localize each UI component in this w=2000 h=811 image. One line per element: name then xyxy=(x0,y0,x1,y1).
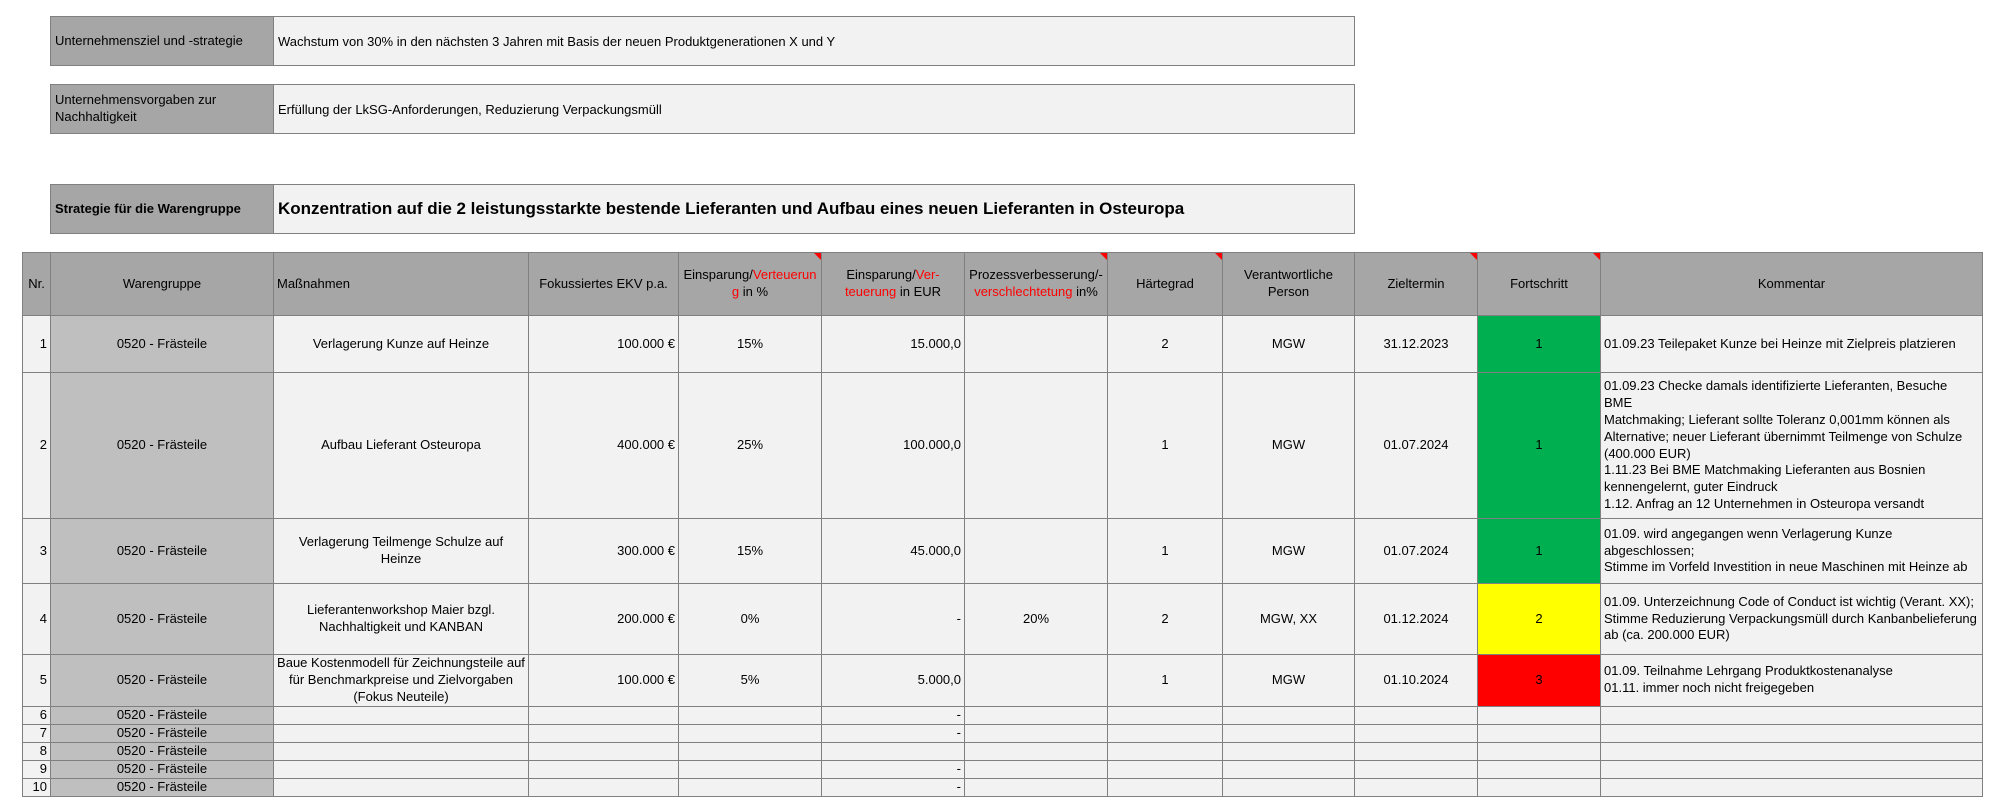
cell-kommentar[interactable] xyxy=(1601,760,1983,778)
table-row xyxy=(23,760,1983,778)
cell-verantwortlich[interactable] xyxy=(1223,706,1355,724)
comment-line: 01.09.23 Teilepaket Kunze bei Heinze mit Zielpreis platzieren xyxy=(1604,335,1956,351)
cell-fortschritt[interactable] xyxy=(1478,706,1601,724)
cell-warengruppe[interactable]: 0520 - Frästeile xyxy=(51,742,274,760)
cell-nr[interactable]: 3 xyxy=(23,519,51,584)
cell-massnahme[interactable] xyxy=(274,742,529,760)
cell-zieltermin[interactable]: 01.10.2024 xyxy=(1355,655,1478,707)
cell-nr[interactable]: 1 xyxy=(23,316,51,373)
cell-warengruppe[interactable]: 0520 - Frästeile xyxy=(51,655,274,707)
cell-einsparung-pct[interactable] xyxy=(679,760,822,778)
cell-massnahme[interactable] xyxy=(274,724,529,742)
header-fortschritt-text: Fortschritt xyxy=(1510,275,1568,291)
comment-line: 01.09. Teilnahme Lehrgang Produktkostenanalyse xyxy=(1604,663,1893,679)
table-row xyxy=(23,316,1983,373)
cell-einsparung-pct[interactable]: 0% xyxy=(679,584,822,655)
cell-haertegrad[interactable] xyxy=(1108,724,1223,742)
cell-haertegrad[interactable] xyxy=(1108,742,1223,760)
cell-nr[interactable]: 10 xyxy=(23,778,51,796)
cell-haertegrad[interactable] xyxy=(1108,778,1223,796)
cell-einsparung-eur[interactable]: 15.000,0 xyxy=(822,316,965,373)
sustainability-box xyxy=(50,84,1355,134)
cell-einsparung-eur[interactable]: - xyxy=(822,760,965,778)
strategy-value[interactable]: Konzentration auf die 2 leistungsstarkte bestende Lieferanten und Aufbau eines neuen Lieferanten in Osteuropa xyxy=(274,185,1354,233)
cell-ekv[interactable]: 300.000 € xyxy=(529,519,679,584)
comment-line: 1.12. Anfrag an 12 Unternehmen in Osteuropa versandt xyxy=(1604,496,1925,512)
comment-line: 01.09.23 Checke damals identifizierte Lieferanten, Besuche BME xyxy=(1604,377,1948,410)
cell-verantwortlich[interactable]: MGW xyxy=(1223,316,1355,373)
cell-verantwortlich[interactable] xyxy=(1223,760,1355,778)
header-prozess xyxy=(965,253,1108,316)
header-einsparung-pct-c: g xyxy=(731,284,740,299)
header-einsparung-pct xyxy=(679,253,822,316)
cell-prozess[interactable] xyxy=(965,706,1108,724)
comment-marker-icon[interactable] xyxy=(1100,253,1107,260)
table-row xyxy=(23,706,1983,724)
cell-verantwortlich[interactable]: MGW, XX xyxy=(1223,584,1355,655)
cell-verantwortlich[interactable]: MGW xyxy=(1223,655,1355,707)
header-einsparung-eur xyxy=(822,253,965,316)
cell-einsparung-eur[interactable]: - xyxy=(822,778,965,796)
cell-nr[interactable]: 5 xyxy=(23,655,51,707)
cell-massnahme[interactable] xyxy=(274,778,529,796)
header-verantwortlich: Verantwortliche Person xyxy=(1223,253,1355,316)
cell-einsparung-eur[interactable] xyxy=(822,742,965,760)
cell-ekv[interactable]: 200.000 € xyxy=(529,584,679,655)
header-kommentar: Kommentar xyxy=(1601,253,1983,316)
cell-einsparung-pct[interactable] xyxy=(679,778,822,796)
header-nr: Nr. xyxy=(23,253,51,316)
cell-kommentar[interactable] xyxy=(1601,778,1983,796)
cell-fortschritt[interactable]: 2 xyxy=(1478,584,1601,655)
cell-massnahme[interactable]: Aufbau Lieferant Osteuropa xyxy=(274,373,529,519)
table-row xyxy=(23,778,1983,796)
cell-zieltermin[interactable] xyxy=(1355,778,1478,796)
cell-fortschritt[interactable]: 3 xyxy=(1478,655,1601,707)
strategy-box xyxy=(50,184,1355,234)
header-einsparung-eur-d: in EUR xyxy=(896,284,942,299)
comment-line: Stimme im Vorfeld Investition in neue Maschinen mit Heinze ab xyxy=(1604,559,1968,575)
corporate-goal-box xyxy=(50,16,1355,66)
table-row xyxy=(23,373,1983,519)
cell-einsparung-eur[interactable]: - xyxy=(822,706,965,724)
cell-ekv[interactable] xyxy=(529,742,679,760)
cell-verantwortlich[interactable] xyxy=(1223,778,1355,796)
header-zieltermin xyxy=(1355,253,1478,316)
cell-prozess[interactable] xyxy=(965,778,1108,796)
cell-warengruppe[interactable]: 0520 - Frästeile xyxy=(51,584,274,655)
header-einsparung-pct-b: Verteuerun xyxy=(752,267,817,283)
cell-haertegrad[interactable]: 1 xyxy=(1108,519,1223,584)
table-header-row xyxy=(23,253,1983,316)
cell-fortschritt[interactable]: 1 xyxy=(1478,316,1601,373)
cell-einsparung-pct[interactable]: 15% xyxy=(679,519,822,584)
header-zieltermin-text: Zieltermin xyxy=(1387,275,1445,291)
header-einsparung-eur-c: teuerung xyxy=(844,284,897,299)
comment-line: Matchmaking; Lieferant sollte Toleranz 0,001mm können als xyxy=(1604,411,1950,427)
cell-warengruppe[interactable]: 0520 - Frästeile xyxy=(51,706,274,724)
table-row xyxy=(23,742,1983,760)
cell-nr[interactable]: 8 xyxy=(23,742,51,760)
cell-einsparung-eur[interactable]: 100.000,0 xyxy=(822,373,965,519)
cell-haertegrad[interactable]: 2 xyxy=(1108,316,1223,373)
table-row xyxy=(23,584,1983,655)
cell-prozess[interactable] xyxy=(965,316,1108,373)
cell-zieltermin[interactable]: 31.12.2023 xyxy=(1355,316,1478,373)
cell-zieltermin[interactable]: 01.12.2024 xyxy=(1355,584,1478,655)
cell-zieltermin[interactable]: 01.07.2024 xyxy=(1355,519,1478,584)
comment-line: 01.09. Unterzeichnung Code of Conduct ist wichtig (Verant. XX); xyxy=(1604,593,1974,609)
table-row xyxy=(23,724,1983,742)
cell-zieltermin[interactable]: 01.07.2024 xyxy=(1355,373,1478,519)
header-warengruppe: Warengruppe xyxy=(51,253,274,316)
cell-kommentar[interactable] xyxy=(1601,316,1983,373)
cell-warengruppe[interactable]: 0520 - Frästeile xyxy=(51,724,274,742)
comment-line: 01.09. wird angegangen wenn Verlagerung Kunze abgeschlossen; xyxy=(1604,525,1893,558)
cell-massnahme[interactable]: Baue Kostenmodell für Zeichnungsteile auf für Benchmarkpreise und Zielvorgaben (Fokus Neuteile) xyxy=(274,655,529,707)
cell-ekv[interactable] xyxy=(529,778,679,796)
comment-marker-icon[interactable] xyxy=(1593,253,1600,260)
cell-warengruppe[interactable]: 0520 - Frästeile xyxy=(51,760,274,778)
cell-einsparung-eur[interactable]: 45.000,0 xyxy=(822,519,965,584)
measures-table xyxy=(22,252,1983,797)
corporate-goal-label: Unternehmensziel und -strategie xyxy=(51,17,274,65)
corporate-goal-value[interactable]: Wachstum von 30% in den nächsten 3 Jahren mit Basis der neuen Produktgenerationen X und Y xyxy=(274,17,1354,65)
cell-haertegrad[interactable]: 1 xyxy=(1108,373,1223,519)
sustainability-label: Unternehmensvorgaben zur Nachhaltigkeit xyxy=(51,85,274,133)
cell-kommentar[interactable] xyxy=(1601,584,1983,655)
cell-nr[interactable]: 2 xyxy=(23,373,51,519)
cell-kommentar[interactable] xyxy=(1601,724,1983,742)
sustainability-value[interactable]: Erfüllung der LkSG-Anforderungen, Reduzierung Verpackungsmüll xyxy=(274,85,1354,133)
cell-ekv[interactable]: 400.000 € xyxy=(529,373,679,519)
cell-fortschritt[interactable] xyxy=(1478,742,1601,760)
cell-nr[interactable]: 7 xyxy=(23,724,51,742)
cell-ekv[interactable] xyxy=(529,724,679,742)
header-prozess-b: verschlechtetung xyxy=(974,284,1073,299)
cell-ekv[interactable] xyxy=(529,706,679,724)
header-einsparung-eur-b: Ver- xyxy=(915,267,940,283)
comment-line: Stimme Reduzierung Verpackungsmüll durch Kanbanbelieferung xyxy=(1604,610,1977,626)
cell-warengruppe[interactable]: 0520 - Frästeile xyxy=(51,373,274,519)
comment-line: Alternative; neuer Lieferant übernimmt Teilmenge von Schulze xyxy=(1604,428,1963,444)
cell-massnahme[interactable] xyxy=(274,706,529,724)
comment-marker-icon[interactable] xyxy=(1470,253,1477,260)
header-haertegrad-text: Härtegrad xyxy=(1136,275,1194,291)
cell-einsparung-pct[interactable]: 25% xyxy=(679,373,822,519)
cell-fortschritt[interactable]: 1 xyxy=(1478,373,1601,519)
cell-einsparung-pct[interactable]: 15% xyxy=(679,316,822,373)
cell-einsparung-eur[interactable]: - xyxy=(822,584,965,655)
cell-haertegrad[interactable]: 2 xyxy=(1108,584,1223,655)
cell-warengruppe[interactable]: 0520 - Frästeile xyxy=(51,519,274,584)
cell-kommentar[interactable] xyxy=(1601,742,1983,760)
cell-ekv[interactable] xyxy=(529,760,679,778)
cell-prozess[interactable] xyxy=(965,373,1108,519)
header-einsparung-eur-a: Einsparung/ xyxy=(846,267,916,283)
cell-fortschritt[interactable] xyxy=(1478,778,1601,796)
cell-verantwortlich[interactable] xyxy=(1223,742,1355,760)
header-fortschritt xyxy=(1478,253,1601,316)
cell-massnahme[interactable]: Verlagerung Kunze auf Heinze xyxy=(274,316,529,373)
cell-einsparung-eur[interactable]: 5.000,0 xyxy=(822,655,965,707)
cell-prozess[interactable] xyxy=(965,760,1108,778)
cell-prozess[interactable] xyxy=(965,655,1108,707)
cell-einsparung-pct[interactable] xyxy=(679,706,822,724)
comment-line: ab (ca. 200.000 EUR) xyxy=(1604,627,1730,643)
comment-marker-icon[interactable] xyxy=(814,253,821,260)
header-einsparung-pct-a: Einsparung/ xyxy=(683,267,753,283)
table-row xyxy=(23,655,1983,707)
cell-einsparung-eur[interactable]: - xyxy=(822,724,965,742)
header-ekv: Fokussiertes EKV p.a. xyxy=(529,253,679,316)
cell-haertegrad[interactable] xyxy=(1108,706,1223,724)
cell-warengruppe[interactable]: 0520 - Frästeile xyxy=(51,778,274,796)
cell-fortschritt[interactable]: 1 xyxy=(1478,519,1601,584)
cell-haertegrad[interactable]: 1 xyxy=(1108,655,1223,707)
cell-zieltermin[interactable] xyxy=(1355,706,1478,724)
cell-prozess[interactable] xyxy=(965,724,1108,742)
cell-prozess[interactable] xyxy=(965,742,1108,760)
comment-line: kennengelernt, guter Eindruck xyxy=(1604,479,1778,495)
cell-nr[interactable]: 4 xyxy=(23,584,51,655)
cell-verantwortlich[interactable]: MGW xyxy=(1223,373,1355,519)
cell-nr[interactable]: 9 xyxy=(23,760,51,778)
cell-einsparung-pct[interactable]: 5% xyxy=(679,655,822,707)
comment-line: 1.11.23 Bei BME Matchmaking Lieferanten aus Bosnien xyxy=(1604,462,1926,478)
cell-fortschritt[interactable] xyxy=(1478,724,1601,742)
cell-warengruppe[interactable]: 0520 - Frästeile xyxy=(51,316,274,373)
cell-prozess[interactable] xyxy=(965,519,1108,584)
cell-ekv[interactable]: 100.000 € xyxy=(529,655,679,707)
cell-ekv[interactable]: 100.000 € xyxy=(529,316,679,373)
table-row xyxy=(23,519,1983,584)
cell-zieltermin[interactable] xyxy=(1355,742,1478,760)
header-prozess-a: Prozessverbesserung/- xyxy=(969,267,1103,283)
cell-verantwortlich[interactable] xyxy=(1223,724,1355,742)
comment-line: (400.000 EUR) xyxy=(1604,445,1691,461)
header-einsparung-pct-d: in % xyxy=(739,284,769,299)
cell-zieltermin[interactable] xyxy=(1355,760,1478,778)
cell-fortschritt[interactable] xyxy=(1478,760,1601,778)
cell-zieltermin[interactable] xyxy=(1355,724,1478,742)
header-prozess-c: in% xyxy=(1072,284,1098,299)
cell-kommentar[interactable] xyxy=(1601,706,1983,724)
cell-kommentar[interactable] xyxy=(1601,519,1983,584)
strategy-label: Strategie für die Warengruppe xyxy=(51,185,274,233)
cell-einsparung-pct[interactable] xyxy=(679,724,822,742)
header-massnahmen: Maßnahmen xyxy=(274,253,529,316)
cell-nr[interactable]: 6 xyxy=(23,706,51,724)
cell-verantwortlich[interactable]: MGW xyxy=(1223,519,1355,584)
cell-haertegrad[interactable] xyxy=(1108,760,1223,778)
cell-prozess[interactable]: 20% xyxy=(965,584,1108,655)
cell-massnahme[interactable] xyxy=(274,760,529,778)
cell-kommentar[interactable] xyxy=(1601,655,1983,707)
cell-einsparung-pct[interactable] xyxy=(679,742,822,760)
cell-massnahme[interactable]: Lieferantenworkshop Maier bzgl. Nachhaltigkeit und KANBAN xyxy=(274,584,529,655)
cell-kommentar[interactable] xyxy=(1601,373,1983,519)
comment-marker-icon[interactable] xyxy=(1215,253,1222,260)
comment-line: 01.11. immer noch nicht freigegeben xyxy=(1604,680,1815,696)
cell-massnahme[interactable]: Verlagerung Teilmenge Schulze auf Heinze xyxy=(274,519,529,584)
header-haertegrad xyxy=(1108,253,1223,316)
